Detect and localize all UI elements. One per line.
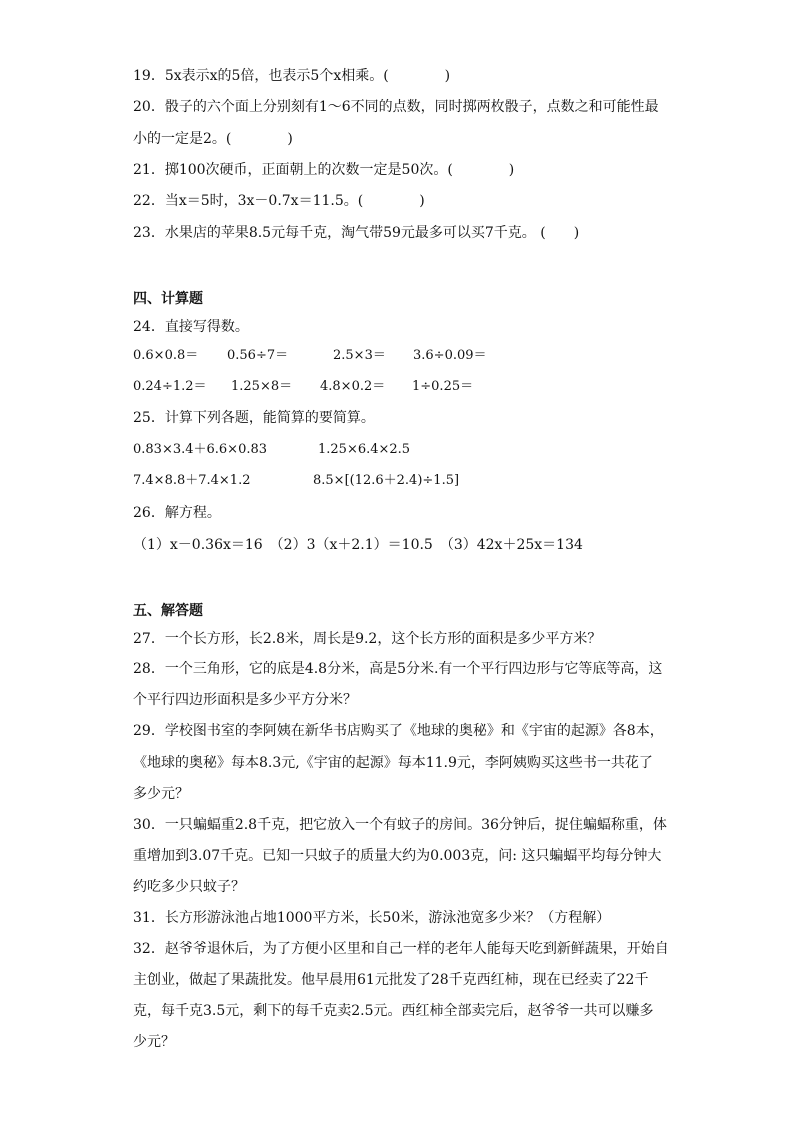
oral-item: 3.6÷0.09＝ <box>413 348 487 363</box>
question-29-line-2: 《地球的奥秘》每本8.3元,《宇宙的起源》每本11.9元，李阿姨购买这些书一共花了 <box>133 755 653 771</box>
question-28-line-2: 个平行四边形面积是多少平方分米？ <box>133 692 357 708</box>
question-31: 31．长方形游泳池占地1000平方米，长50米，游泳池宽多少米？（方程解） <box>133 910 611 926</box>
question-29-line-1: 29．学校图书室的李阿姨在新华书店购买了《地球的奥秘》和《宇宙的起源》各8本， <box>133 723 664 739</box>
section-4-heading: 四、计算题 <box>133 291 203 307</box>
question-23: 23．水果店的苹果8.5元每千克，淘气带59元最多可以买7千克。 ( ) <box>133 225 580 241</box>
question-20-line-2: 小的一定是2。( ) <box>133 131 293 147</box>
question-32-line-4: 少元？ <box>133 1034 175 1050</box>
oral-item: 0.6×0.8＝ <box>133 348 199 363</box>
oral-item: 1.25×8＝ <box>231 379 293 394</box>
question-30-line-2: 重增加到3.07千克。已知一只蚊子的质量大约为0.003克，问: 这只蝙蝠平均每分钟大 <box>133 848 662 864</box>
oral-item: 2.5×3＝ <box>333 348 386 363</box>
question-29-line-3: 多少元？ <box>133 786 189 802</box>
oral-item: 1÷0.25＝ <box>412 379 474 394</box>
question-22: 22．当x＝5时，3x－0.7x＝11.5。( ) <box>133 193 425 209</box>
calc-item: 0.83×3.4＋6.6×0.83 <box>133 442 268 457</box>
question-24: 24．直接写得数。 <box>133 319 249 335</box>
oral-item: 4.8×0.2＝ <box>320 379 386 394</box>
question-32-line-2: 主创业，做起了果蔬批发。他早晨用61元批发了28千克西红柿，现在已经卖了22千 <box>133 972 649 988</box>
calc-item: 1.25×6.4×2.5 <box>318 442 411 457</box>
calc-item: 7.4×8.8＋7.4×1.2 <box>133 473 251 488</box>
question-25: 25．计算下列各题，能简算的要简算。 <box>133 410 375 426</box>
calc-item: 8.5×[(12.6＋2.4)÷1.5] <box>313 473 460 488</box>
question-19: 19．5x表示x的5倍，也表示5个x相乘。( ) <box>133 68 451 84</box>
question-20-line-1: 20．骰子的六个面上分别刻有1～6不同的点数，同时掷两枚骰子，点数之和可能性最 <box>133 99 659 115</box>
section-5-heading: 五、解答题 <box>133 603 203 619</box>
oral-item: 0.56÷7＝ <box>227 348 289 363</box>
question-32-line-3: 克，每千克3.5元，剩下的每千克卖2.5元。西红柿全部卖完后，赵爷爷一共可以赚多 <box>133 1003 654 1019</box>
question-30-line-3: 约吃多少只蚊子？ <box>133 879 245 895</box>
oral-item: 0.24÷1.2＝ <box>133 379 207 394</box>
question-27: 27．一个长方形，长2.8米，周长是9.2，这个长方形的面积是多少平方米？ <box>133 631 602 647</box>
question-26: 26．解方程。 <box>133 505 221 521</box>
equations-line: （1）x－0.36x＝16 （2）3（x＋2.1）＝10.5 （3）42x＋25x＝134 <box>133 537 583 553</box>
question-28-line-1: 28．一个三角形，它的底是4.8分米，高是5分米.有一个平行四边形与它等底等高，这 <box>133 661 663 677</box>
question-32-line-1: 32．赵爷爷退休后，为了方便小区里和自己一样的老年人能每天吃到新鲜蔬果，开始自 <box>133 941 669 957</box>
question-30-line-1: 30．一只蝙蝠重2.8千克，把它放入一个有蚊子的房间。36分钟后，捉住蝙蝠称重，体 <box>133 817 667 833</box>
question-21: 21．掷100次硬币，正面朝上的次数一定是50次。( ) <box>133 162 515 178</box>
